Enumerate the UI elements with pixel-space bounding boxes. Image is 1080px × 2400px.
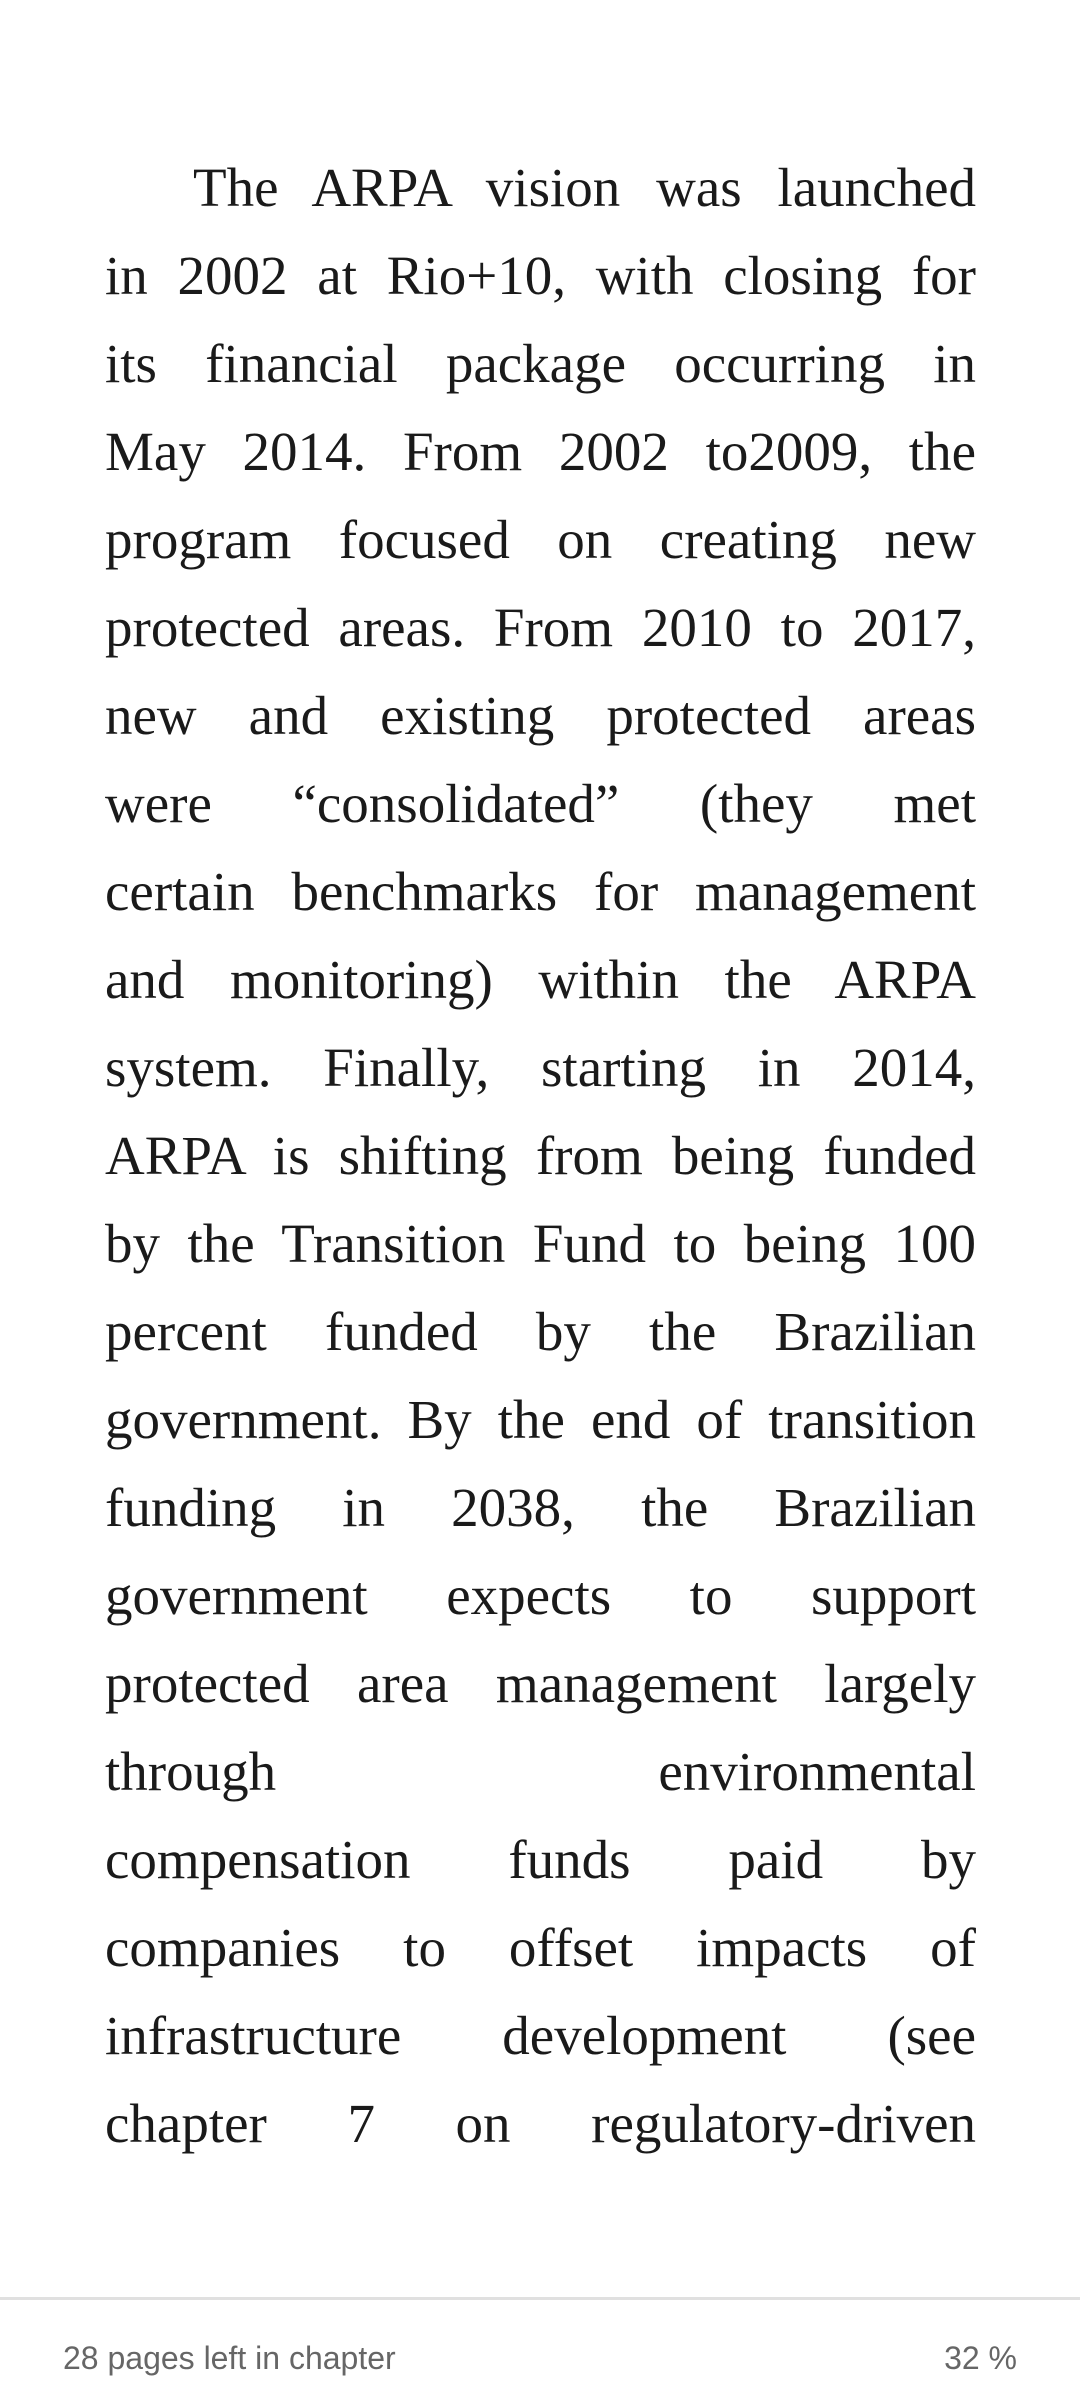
text-line: ARPA is shifting from being funded <box>105 1125 976 1186</box>
text-line: certain benchmarks for management <box>105 861 976 922</box>
text-line: companies to offset impacts of <box>105 1917 976 1978</box>
text-line: The ARPA vision was launched <box>193 157 976 218</box>
text-line: government expects to support <box>105 1565 976 1626</box>
text-line: its financial package occurring in <box>105 333 976 394</box>
text-line: May 2014. From 2002 to2009, the <box>105 421 976 482</box>
text-line: program focused on creating new <box>105 509 976 570</box>
text-line: compensation funds paid by <box>105 1829 976 1890</box>
text-line: system. Finally, starting in 2014, <box>105 1037 976 1098</box>
text-line: chapter 7 on regulatory-driven <box>105 2093 976 2154</box>
text-line: by the Transition Fund to being 100 <box>105 1213 976 1274</box>
text-line: in 2002 at Rio+10, with closing for <box>105 245 976 306</box>
reading-progress-percent: 32 % <box>944 2340 1017 2376</box>
text-line: protected area management largely <box>105 1653 976 1714</box>
text-line: government. By the end of transition <box>105 1389 976 1450</box>
text-line: were “consolidated” (they met <box>105 773 976 834</box>
reader-page-text[interactable] <box>105 144 976 2168</box>
footer-divider <box>0 2297 1080 2300</box>
pages-left-in-chapter: 28 pages left in chapter <box>63 2340 396 2376</box>
text-line: funding in 2038, the Brazilian <box>105 1477 976 1538</box>
text-line: new and existing protected areas <box>105 685 976 746</box>
text-line: and monitoring) within the ARPA <box>105 949 976 1010</box>
text-line: percent funded by the Brazilian <box>105 1301 976 1362</box>
text-line: through environmental <box>105 1741 976 1802</box>
text-line: infrastructure development (see <box>105 2005 976 2066</box>
text-line: protected areas. From 2010 to 2017, <box>105 597 976 658</box>
